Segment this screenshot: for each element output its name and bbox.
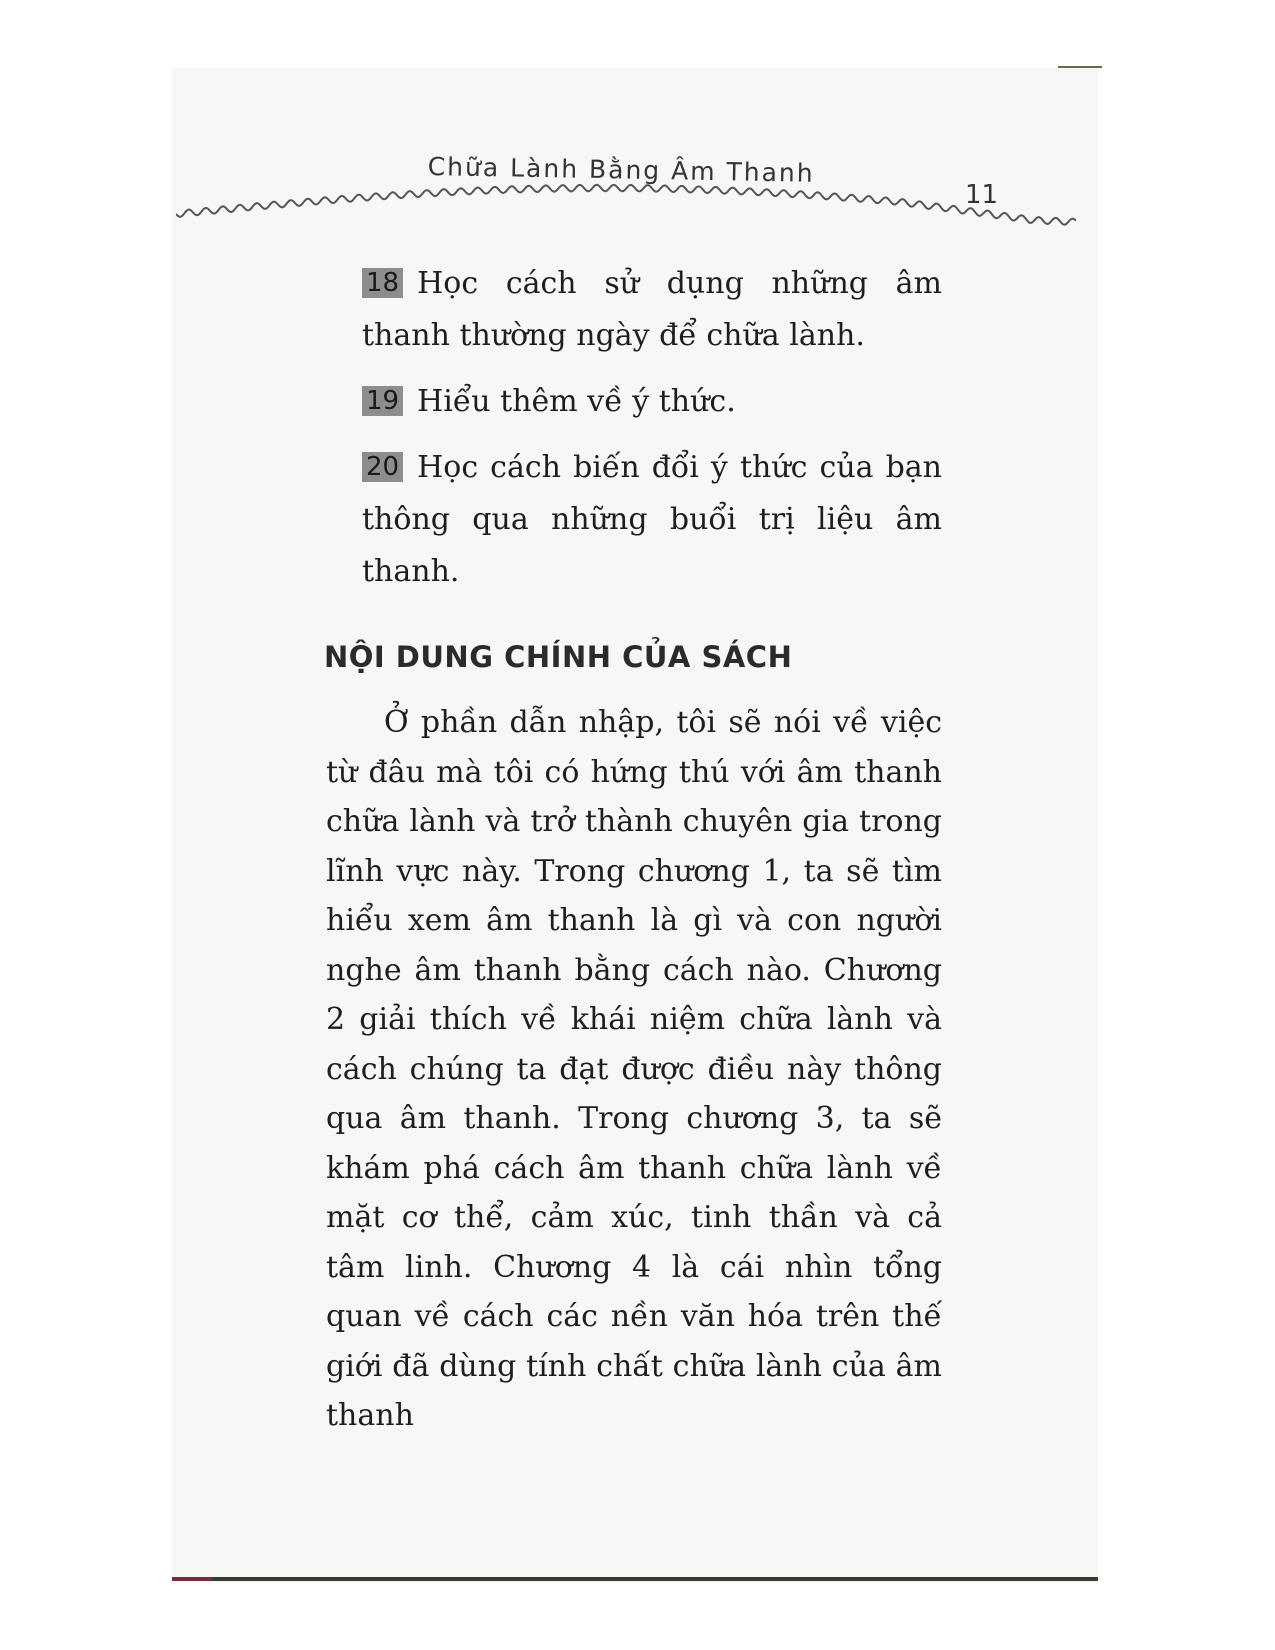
list-item-text: Hiểu thêm về ý thức. — [417, 384, 736, 419]
list-item — [362, 442, 942, 598]
page-edge-top — [1058, 66, 1102, 68]
list-item — [362, 376, 942, 428]
wavy-divider — [176, 182, 1076, 232]
running-title: Chữa Lành Bằng Âm Thanh — [427, 152, 815, 188]
item-number-badge: 18 — [362, 268, 403, 298]
list-item-text: Học cách sử dụng những âm thanh thường ngày để chữa lành. — [362, 266, 942, 353]
body-paragraph: Ở phần dẫn nhập, tôi sẽ nói về việc từ đâu mà tôi có hứng thú với âm thanh chữa lành và trở thành chuyên gia trong lĩnh vực này. Trong chương 1, ta sẽ tìm hiểu xem âm thanh là gì và con người nghe âm thanh bằng cách nào. Chương 2 giải thích về khái niệm chữa lành và cách chúng ta đạt được điều này thông qua âm thanh. Trong chương 3, ta sẽ khám phá cách âm thanh chữa lành về mặt cơ thể, cảm xúc, tinh thần và cả tâm linh. Chương 4 là cái nhìn tổng quan về cách các nền văn hóa trên thế giới đã dùng tính chất chữa lành của âm thanh — [326, 705, 942, 1433]
page-edge-bottom-accent — [172, 1577, 212, 1581]
item-number-badge: 19 — [362, 386, 403, 416]
page-edge-bottom — [172, 1577, 1098, 1581]
list-item — [362, 258, 942, 362]
item-number-badge: 20 — [362, 452, 403, 482]
section-heading: NỘI DUNG CHÍNH CỦA SÁCH — [324, 640, 793, 674]
page-number: 11 — [965, 180, 999, 210]
page-content — [324, 258, 942, 1441]
list-item-text: Học cách biến đổi ý thức của bạn thông qua những buổi trị liệu âm thanh. — [362, 450, 942, 589]
